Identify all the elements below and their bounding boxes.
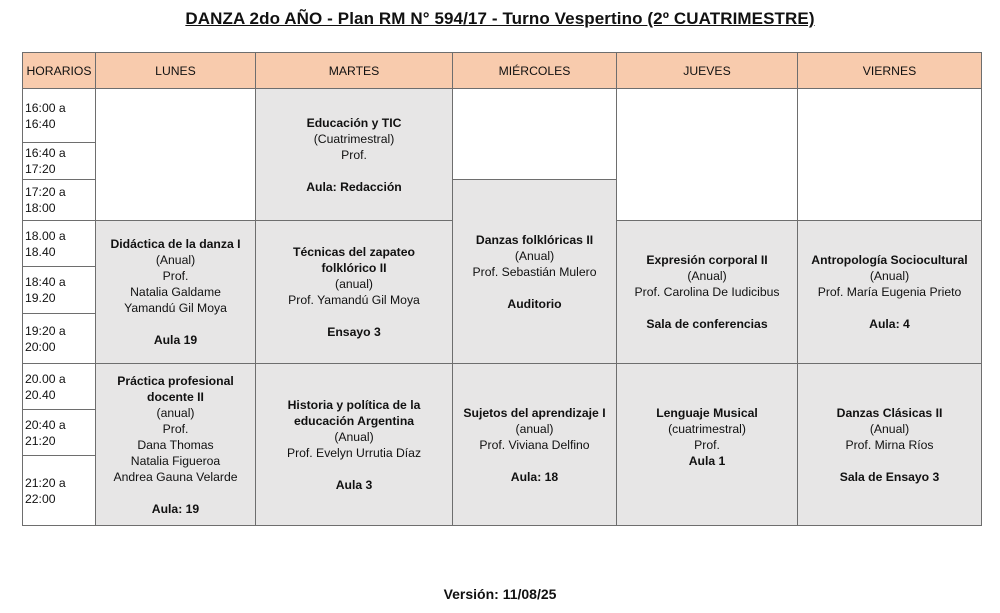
time-end: 16:40 (25, 116, 56, 131)
header-row (23, 53, 982, 89)
class-modality: (Cuatrimestral) (313, 131, 395, 146)
class-room: Aula 3 (335, 477, 373, 492)
class-name: Práctica profesional (117, 374, 234, 388)
class-cell-antropologia (798, 221, 982, 364)
class-cell-expresion-corporal (617, 221, 798, 364)
col-header-horarios: HORARIOS (23, 53, 96, 89)
time-cell (23, 410, 96, 456)
class-room: Aula: 18 (510, 469, 559, 484)
class-professor: Prof. Sebastián Mulero (472, 264, 597, 279)
class-cell-danzas-folkloricas (453, 180, 617, 364)
class-name: Historia y política de la (287, 397, 421, 412)
class-room: Aula 19 (153, 333, 198, 347)
time-start: 19:20 a (25, 323, 66, 338)
class-professor: Andrea Gauna Velarde (113, 470, 238, 484)
class-professor: Prof. María Eugenia Prieto (817, 285, 962, 299)
class-name: folklórico II (321, 261, 387, 275)
class-cell-sujetos-aprendizaje (453, 364, 617, 526)
version-label: Versión: 11/08/25 (443, 586, 557, 602)
class-name: Danzas Clásicas II (836, 405, 943, 420)
class-professor: Prof. (162, 422, 189, 436)
empty-cell (453, 89, 617, 180)
class-name: Antropología Sociocultural (811, 253, 968, 267)
class-cell-educacion-tic (256, 89, 453, 221)
time-cell (23, 180, 96, 221)
time-end: 20:00 (25, 339, 56, 354)
class-name: Técnicas del zapateo (293, 245, 415, 259)
class-modality: (Anual) (869, 421, 910, 436)
class-name: Sujetos del aprendizaje I (463, 405, 606, 420)
time-end: 18.40 (25, 244, 56, 259)
class-professor: Natalia Figueroa (130, 454, 221, 468)
class-room: Sala de Ensayo 3 (839, 469, 940, 484)
time-start: 20:40 a (25, 417, 66, 432)
time-cell (23, 456, 96, 526)
class-modality: (Anual) (687, 269, 727, 283)
class-room: Aula 1 (688, 453, 726, 468)
class-room: Ensayo 3 (327, 325, 381, 339)
col-header-jueves: JUEVES (617, 53, 798, 89)
class-modality: (cuatrimestral) (668, 421, 746, 436)
class-modality: (Anual) (869, 269, 910, 283)
time-end: 22:00 (25, 491, 56, 506)
col-header-miercoles: MIÉRCOLES (453, 53, 617, 89)
class-name: Lenguaje Musical (656, 405, 758, 420)
class-cell-historia-politica (256, 364, 453, 526)
class-name: docente II (147, 390, 204, 404)
time-cell (23, 314, 96, 364)
class-professor: Natalia Galdame (130, 285, 221, 299)
class-room: Sala de conferencias (646, 317, 768, 331)
time-row (23, 89, 982, 143)
class-modality: (anual) (335, 277, 373, 291)
class-modality: (anual) (156, 406, 195, 420)
time-end: 19.20 (25, 291, 56, 305)
time-start: 18.00 a (25, 228, 66, 243)
col-header-martes: MARTES (256, 53, 453, 89)
time-start: 17:20 a (25, 185, 66, 199)
class-professor: Prof. Yamandú Gil Moya (288, 293, 420, 307)
class-professor: Prof. (694, 437, 720, 452)
class-professor: Prof. (162, 269, 189, 283)
class-room: Auditorio (507, 296, 562, 311)
time-cell (23, 221, 96, 267)
time-end: 20.40 (25, 387, 56, 402)
time-end: 17:20 (25, 162, 56, 176)
time-row (23, 364, 982, 410)
col-header-lunes: LUNES (96, 53, 256, 89)
empty-cell (617, 89, 798, 221)
class-cell-practica-profesional (96, 364, 256, 526)
class-name: Educación y TIC (306, 115, 402, 130)
time-start: 21:20 a (25, 475, 66, 490)
class-modality: (Anual) (514, 248, 555, 263)
time-start: 16:00 a (25, 100, 66, 115)
time-cell (23, 364, 96, 410)
empty-cell (96, 89, 256, 221)
schedule-title: DANZA 2do AÑO - Plan RM N° 594/17 - Turno Vespertino (2º CUATRIMESTRE) (185, 9, 815, 28)
class-professor: Yamandú Gil Moya (124, 301, 227, 315)
class-professor: Dana Thomas (137, 438, 214, 452)
class-cell-lenguaje-musical (617, 364, 798, 526)
class-room: Aula: 4 (869, 317, 910, 331)
class-modality: (Anual) (334, 429, 374, 444)
class-cell-didactica-danza (96, 221, 256, 364)
class-name: Expresión corporal II (646, 253, 768, 267)
time-cell (23, 143, 96, 180)
class-cell-danzas-clasicas (798, 364, 982, 526)
class-room: Aula: Redacción (306, 179, 402, 194)
class-name: Didáctica de la danza I (110, 237, 241, 251)
class-professor: Prof. Mirna Ríos (845, 437, 934, 452)
class-room: Aula: 19 (151, 502, 200, 516)
class-modality: (Anual) (155, 253, 196, 267)
time-start: 16:40 a (25, 146, 66, 160)
class-professor: Prof. Carolina De Iudicibus (634, 285, 780, 299)
time-start: 18:40 a (25, 275, 66, 289)
col-header-viernes: VIERNES (798, 53, 982, 89)
class-professor: Prof. Viviana Delfino (479, 437, 590, 452)
class-professor: Prof. (341, 147, 367, 162)
class-name: Danzas folklóricas II (475, 232, 594, 247)
time-end: 21:20 (25, 433, 56, 448)
time-cell (23, 267, 96, 314)
class-name: educación Argentina (293, 413, 415, 428)
class-cell-tecnicas-zapateo (256, 221, 453, 364)
empty-cell (798, 89, 982, 221)
schedule-table (22, 52, 982, 526)
time-end: 18:00 (25, 201, 56, 215)
class-modality: (anual) (515, 421, 554, 436)
class-professor: Prof. Evelyn Urrutia Díaz (286, 445, 422, 460)
time-start: 20.00 a (25, 371, 66, 386)
time-cell (23, 89, 96, 143)
